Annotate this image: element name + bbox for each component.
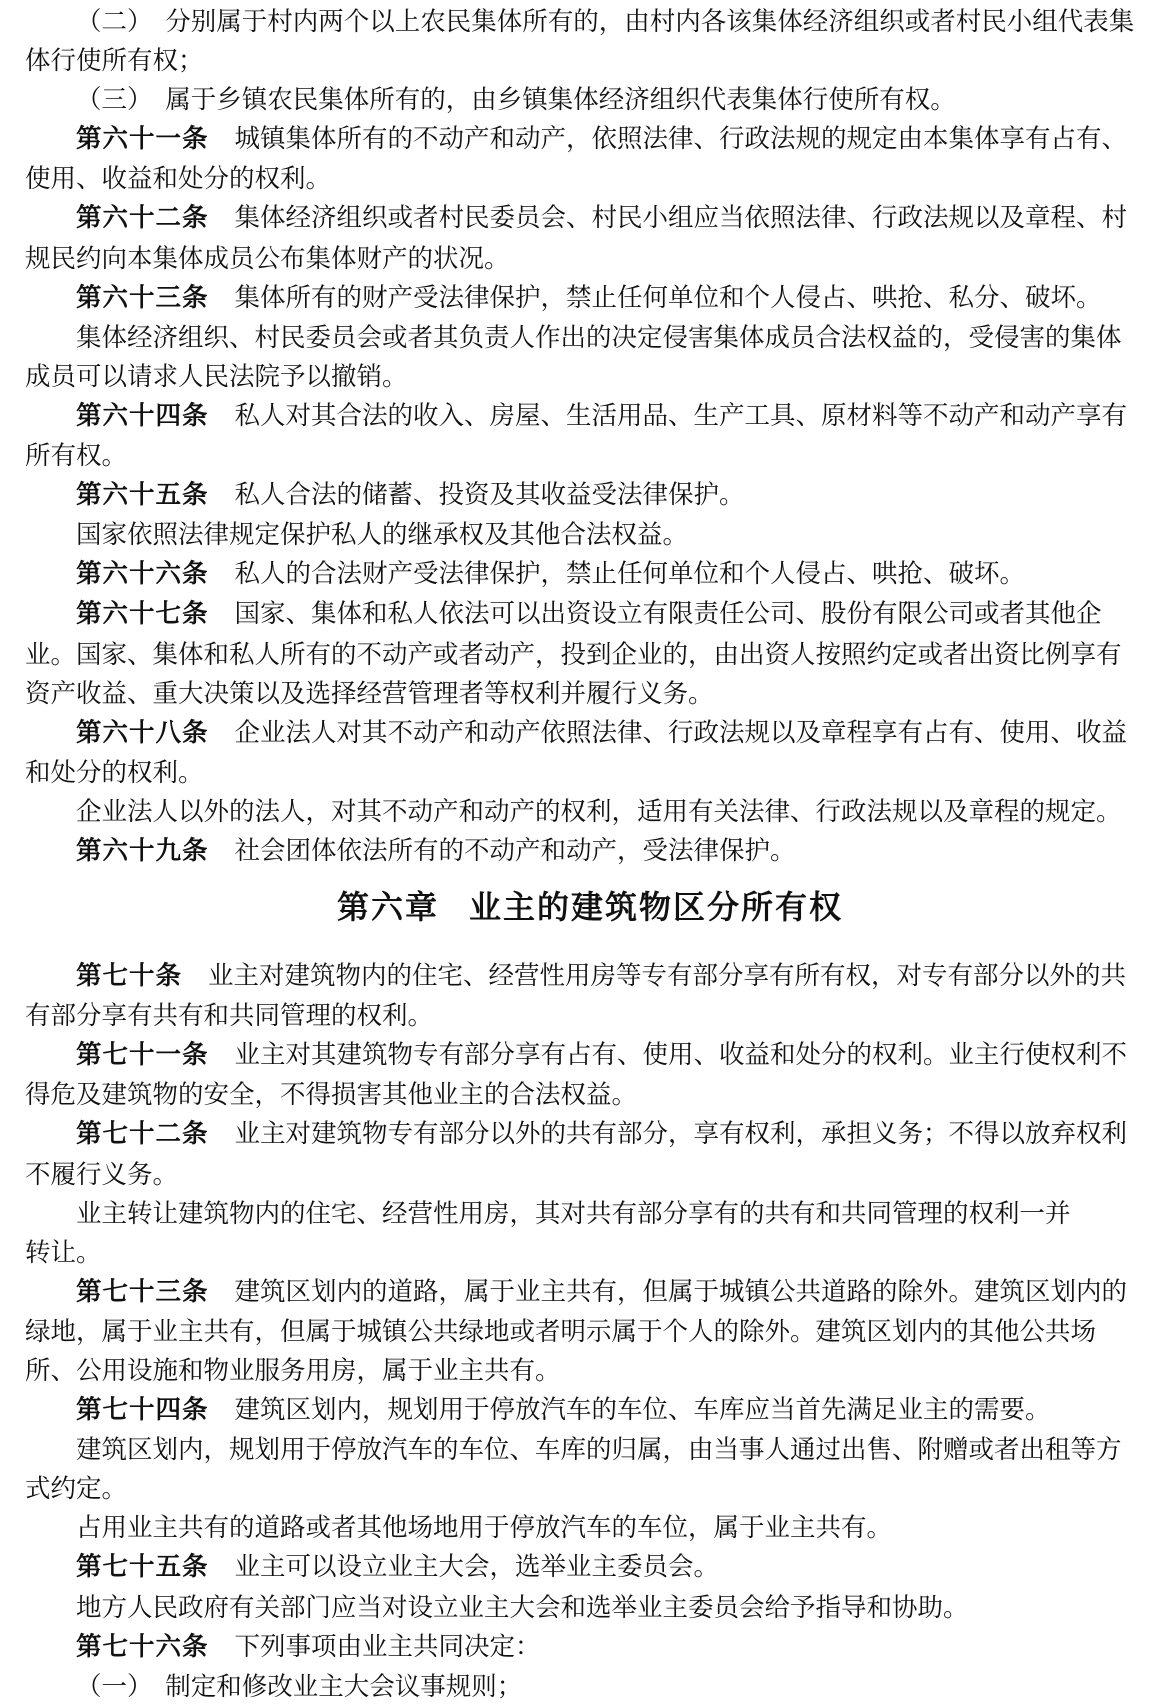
line-text: 企业法人以外的法人，对其不动产和动产的权利，适用有关法律、行政法规以及章程的规定。 (76, 796, 1122, 826)
text-line (25, 996, 1155, 1035)
line-text: 集体经济组织、村民委员会或者其负责人作出的决定侵害集体成员合法权益的，受侵害的集体 (76, 322, 1122, 352)
text-line (25, 159, 1155, 198)
line-text: （二） 分别属于村内两个以上农民集体所有的，由村内各该集体经济组织或者村民小组代表集 (76, 7, 1135, 36)
article-number: 第七十五条 (76, 1553, 209, 1582)
line-text: 使用、收益和处分的权利。 (25, 164, 332, 194)
line-text: 城镇集体所有的不动产和动产，依照法律、行政法规的规定由本集体享有占有、 (234, 124, 1128, 154)
line-text: 不履行义务。 (25, 1159, 179, 1189)
text-line (25, 1547, 1155, 1587)
line-text: 社会团体依法所有的不动产和动产，受法律保护。 (234, 835, 796, 865)
text-line (25, 1667, 1155, 1706)
text-line (25, 396, 1155, 436)
line-text: 集体所有的财产受法律保护，禁止任何单位和个人侵占、哄抢、私分、破坏。 (234, 282, 1102, 312)
text-line (25, 1588, 1155, 1627)
text-line (25, 1390, 1155, 1430)
text-line (25, 1194, 1155, 1233)
line-text: 有部分享有共有和共同管理的权利。 (25, 1001, 434, 1031)
line-text: 业。国家、集体和私人所有的不动产或者动产，投到企业的，由出资人按照约定或者出资比例享有 (25, 639, 1122, 669)
text-line (25, 831, 1155, 871)
line-text: 建筑区划内，规划用于停放汽车的车位、车库应当首先满足业主的需要。 (234, 1395, 1051, 1425)
article-number: 第六十八条 (76, 718, 209, 747)
line-text: （一） 制定和修改业主大会议事规则； (76, 1671, 523, 1701)
text-line (25, 1233, 1155, 1272)
article-number: 第七十二条 (76, 1120, 209, 1149)
text-line (25, 1075, 1155, 1114)
line-text: 私人合法的储蓄、投资及其收益受法律保护。 (234, 480, 745, 510)
article-number: 第七十四条 (76, 1396, 209, 1425)
text-line (25, 1155, 1155, 1194)
text-line (25, 635, 1155, 674)
text-line (25, 1430, 1155, 1469)
line-text: 业主可以设立业主大会，选举业主委员会。 (234, 1552, 720, 1582)
chapter-title: 业主的建筑物区分所有权 (469, 889, 844, 926)
line-text: 集体经济组织或者村民委员会、村民小组应当依照法律、行政法规以及章程、村 (234, 203, 1128, 233)
line-text: 资产收益、重大决策以及选择经营管理者等权利并履行义务。 (25, 678, 714, 708)
line-text: 规民约向本集体成员公布集体财产的状况。 (25, 243, 510, 273)
line-text: 业主对建筑物专有部分以外的共有部分，享有权利，承担义务；不得以放弃权利 (234, 1119, 1128, 1149)
text-line (25, 436, 1155, 475)
line-text: 业主转让建筑物内的住宅、经营性用房，其对共有部分享有的共有和共同管理的权利一并 (76, 1198, 1071, 1228)
article-number: 第六十三条 (76, 283, 209, 312)
line-text: 式约定。 (25, 1474, 128, 1504)
text-line (25, 80, 1155, 119)
article-number: 第六十一条 (76, 125, 209, 154)
article-number: 第七十一条 (76, 1041, 209, 1070)
text-line (25, 1508, 1155, 1547)
text-line (25, 1272, 1155, 1312)
article-number: 第七十六条 (76, 1632, 209, 1661)
line-text: 私人的合法财产受法律保护，禁止任何单位和个人侵占、哄抢、破坏。 (234, 559, 1026, 589)
text-line (25, 594, 1155, 634)
line-text: 建筑区划内的道路，属于业主共有，但属于城镇公共道路的除外。建筑区划内的 (234, 1276, 1128, 1306)
text-line (25, 278, 1155, 318)
text-line (25, 1035, 1155, 1075)
article-number: 第六十六条 (76, 560, 209, 589)
line-text: 企业法人对其不动产和动产依照法律、行政法规以及章程享有占有、使用、收益 (234, 717, 1128, 747)
text-line (25, 554, 1155, 594)
article-number: 第六十四条 (76, 401, 209, 430)
line-text: 所有权。 (25, 441, 128, 471)
line-text: 得危及建筑物的安全，不得损害其他业主的合法权益。 (25, 1080, 638, 1110)
line-text: 和处分的权利。 (25, 757, 204, 787)
chapter-heading (25, 887, 1155, 927)
line-text: 国家、集体和私人依法可以出资设立有限责任公司、股份有限公司或者其他企 (234, 599, 1102, 629)
text-line (25, 1469, 1155, 1508)
article-number: 第六十七条 (76, 600, 209, 629)
text-line (25, 713, 1155, 753)
line-text: 占用业主共有的道路或者其他场地用于停放汽车的车位，属于业主共有。 (76, 1513, 893, 1543)
legal-document-page (25, 2, 1155, 1706)
text-line (25, 239, 1155, 278)
line-text: 所、公用设施和物业服务用房，属于业主共有。 (25, 1356, 561, 1385)
line-text: 体行使所有权； (25, 46, 204, 76)
article-number: 第七十条 (76, 962, 183, 991)
text-line (25, 515, 1155, 554)
text-line (25, 1627, 1155, 1667)
line-text: 下列事项由业主共同决定： (234, 1631, 541, 1661)
line-text: 国家依照法律规定保护私人的继承权及其他合法权益。 (76, 520, 689, 550)
text-block-before-heading (25, 2, 1155, 871)
line-text: 地方人民政府有关部门应当对设立业主大会和选举业主委员会给予指导和协助。 (76, 1592, 969, 1622)
text-line (25, 1351, 1155, 1390)
text-line (25, 1114, 1155, 1154)
text-line (25, 318, 1155, 357)
line-text: 绿地，属于业主共有，但属于城镇公共绿地或者明示属于个人的除外。建筑区划内的其他公共场 (25, 1316, 1097, 1346)
line-text: 业主对其建筑物专有部分享有占有、使用、收益和处分的权利。业主行使权利不 (234, 1040, 1128, 1070)
text-line (25, 792, 1155, 831)
text-line (25, 41, 1155, 80)
line-text: 业主对建筑物内的住宅、经营性用房等专有部分享有所有权，对专有部分以外的共 (208, 961, 1127, 991)
text-line (25, 198, 1155, 238)
text-line (25, 1312, 1155, 1351)
text-line (25, 357, 1155, 396)
line-text: 成员可以请求人民法院予以撤销。 (25, 361, 408, 391)
article-number: 第六十二条 (76, 204, 209, 233)
text-line (25, 119, 1155, 159)
line-text: 建筑区划内，规划用于停放汽车的车位、车库的归属，由当事人通过出售、附赠或者出租等方 (76, 1435, 1122, 1465)
text-line (25, 956, 1155, 996)
article-number: 第七十三条 (76, 1277, 209, 1306)
text-block-after-heading (25, 956, 1155, 1706)
text-line (25, 475, 1155, 515)
line-text: 私人对其合法的收入、房屋、生活用品、生产工具、原材料等不动产和动产享有 (234, 400, 1128, 430)
line-text: 转让。 (25, 1237, 102, 1267)
article-number: 第六十九条 (76, 836, 209, 865)
text-line (25, 2, 1155, 41)
chapter-number: 第六章 (336, 889, 439, 926)
text-line (25, 753, 1155, 792)
line-text: （三） 属于乡镇农民集体所有的，由乡镇集体经济组织代表集体行使所有权。 (76, 85, 956, 115)
article-number: 第六十五条 (76, 481, 209, 510)
text-line (25, 674, 1155, 713)
